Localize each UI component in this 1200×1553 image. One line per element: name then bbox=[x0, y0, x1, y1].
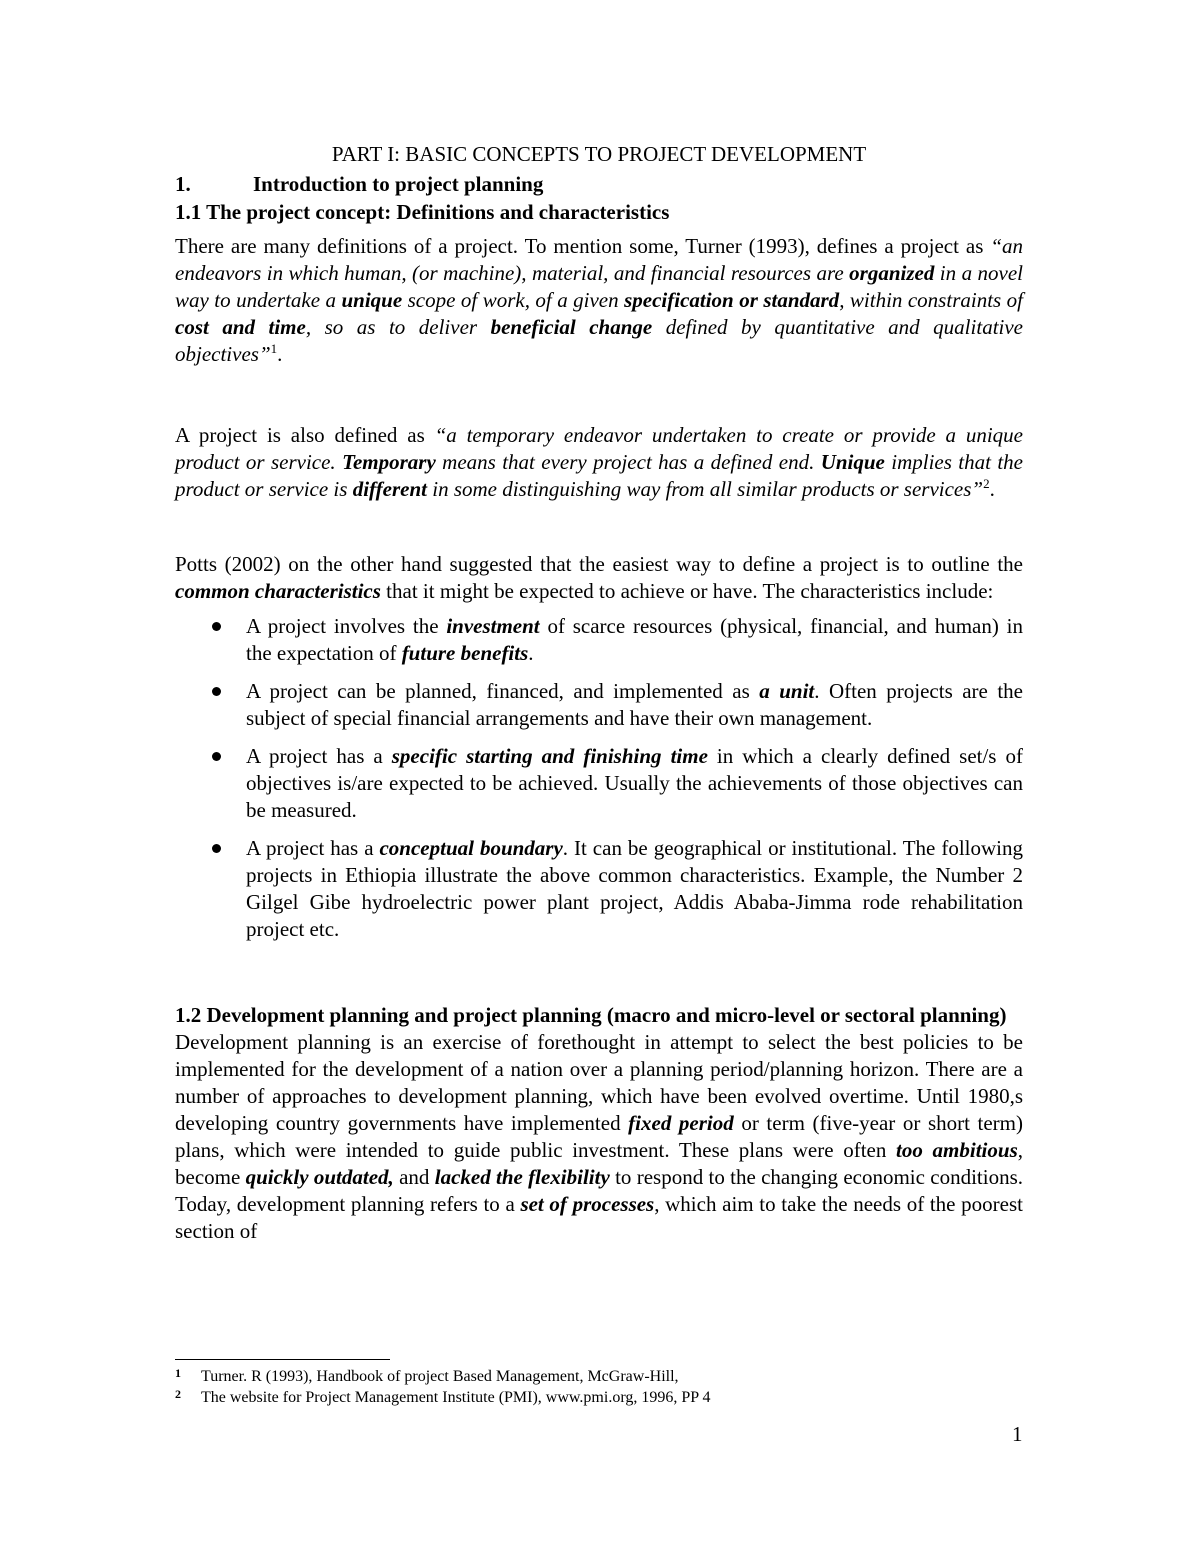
footnote-text: The website for Project Management Institute (PMI), www.pmi.org, 1996, PP 4 bbox=[201, 1389, 711, 1406]
footnote-divider bbox=[175, 1359, 390, 1360]
paragraph-pmi-definition: A project is also defined as “a temporary endeavor undertaken to create or provide a unique product or service. Temporary means that every project has a defined end. Unique implies that the product or service is different in some distinguishing way from all similar products or services”$^2$. bbox=[175, 423, 1024, 501]
section-label: Introduction to project planning bbox=[253, 172, 544, 196]
list-item: A project has a specific starting and finishing time in which a clearly defined set/s of objectives is/are expected to be achieved. Usually the achievements of those objectives can be measured. bbox=[175, 743, 1023, 824]
footnote-number: 1 bbox=[175, 1366, 181, 1380]
list-item: A project can be planned, financed, and implemented as a unit. Often projects are the subject of special financial arrangements and have their own management. bbox=[175, 678, 1023, 732]
bullet-icon bbox=[212, 687, 221, 696]
page-content bbox=[175, 140, 1023, 1245]
bullet-icon bbox=[212, 752, 221, 761]
footnote-text: Turner. R (1993), Handbook of project Based Management, McGraw-Hill, bbox=[201, 1368, 679, 1385]
bullet-icon bbox=[212, 622, 221, 631]
paragraph-development-planning: Development planning is an exercise of forethought in attempt to select the best policies to be implemented for the development of a nation over a planning period/planning horizon. There are a number of approaches to development planning, which have been evolved overtime. Until 1980,s developing country governments have implemented fixed period or term (five-year or short term) plans, which were intended to guide public investment. These plans were often too ambitious, become quickly outdated, and lacked the flexibility to respond to the changing economic conditions. Today, development planning refers to a set of processes, which aim to take the needs of the poorest section of bbox=[175, 1030, 1024, 1243]
paragraph-turner-definition: There are many definitions of a project. To mention some, Turner (1993), defines a project as “an endeavors in which human, (or machine), material, and financial resources are organized in a novel way to undertake a unique scope of work, of a given specification or standard, within constraints of cost and time, so as to deliver beneficial change defined by quantitative and qualitative objectives”$^1$. bbox=[175, 234, 1023, 366]
bullet-icon bbox=[212, 844, 221, 853]
characteristics-list bbox=[175, 613, 1023, 943]
section-heading-1-1: 1.1 The project concept: Definitions and characteristics bbox=[175, 200, 670, 224]
footnote-ref-2[interactable]: 2 bbox=[983, 476, 990, 491]
footnote bbox=[175, 1366, 1023, 1387]
section-heading-1 bbox=[175, 171, 1023, 197]
section-number: 1. bbox=[175, 172, 191, 196]
list-item: A project has a conceptual boundary. It can be geographical or institutional. The following projects in Ethiopia illustrate the above common characteristics. Example, the Number 2 Gilgel Gibe hydroelectric power plant project, Addis Ababa-Jimma rode rehabilitation project etc. bbox=[175, 835, 1023, 943]
footnotes bbox=[175, 1359, 1023, 1408]
section-heading-1-2: 1.2 Development planning and project planning (macro and micro-level or sectoral planning) bbox=[175, 1003, 1007, 1027]
page-title: PART I: BASIC CONCEPTS TO PROJECT DEVELOPMENT bbox=[331, 142, 867, 166]
footnote-number: 2 bbox=[175, 1387, 181, 1401]
footnote-ref-1[interactable]: 1 bbox=[270, 341, 278, 356]
list-item: A project involves the investment of scarce resources (physical, financial, and human) in the expectation of future benefits. bbox=[175, 613, 1023, 667]
footnote bbox=[175, 1387, 1023, 1408]
page-number: 1 bbox=[1012, 1422, 1023, 1446]
paragraph-potts-characteristics: Potts (2002) on the other hand suggested that the easiest way to define a project is to outline the common characteristics that it might be expected to achieve or have. The characteristics include: bbox=[175, 552, 1023, 603]
